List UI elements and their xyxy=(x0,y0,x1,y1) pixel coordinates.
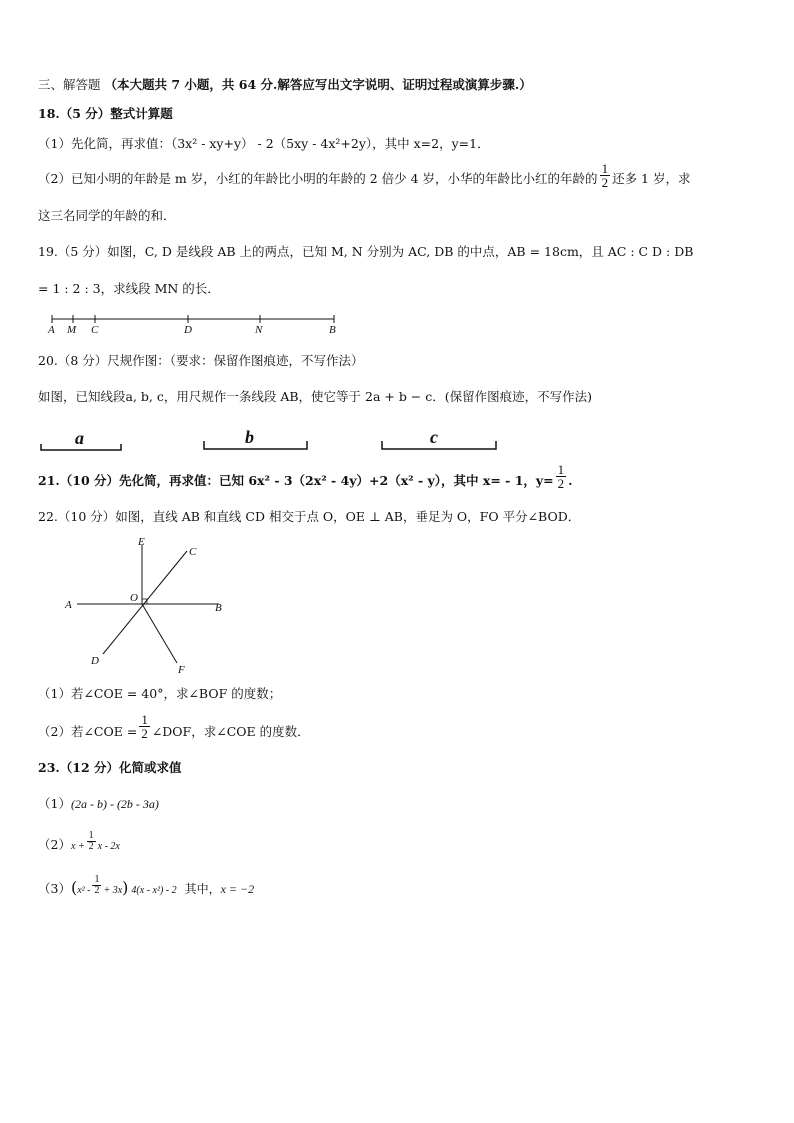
half-fraction: $\frac{1}{2}$ xyxy=(601,161,609,190)
line-CD xyxy=(103,551,187,654)
q22-heading: 22.（10 分）如图，直线 AB 和直线 CD 相交于点 O，OE ⊥ AB，垂足为 O，FO 平分∠BOD． xyxy=(38,509,581,524)
q22-part1: （1）若∠COE = 40°，求∠BOF 的度数； xyxy=(38,686,282,701)
left-big-paren-icon: ( xyxy=(70,878,78,897)
q23-part1-label: （1） xyxy=(38,796,71,811)
q23-part3-b: + 3x xyxy=(103,885,123,896)
point-label-D: D xyxy=(184,324,192,336)
q20-segments-figure xyxy=(38,424,508,454)
q21-body: 21.（10 分）先化简，再求值：已知 6x² - 3（2x² - 4y）+2（x² - y），其中 x= - 1，y= xyxy=(38,473,554,488)
q23-heading: 23.（12 分）化简或求值 xyxy=(38,760,182,775)
label-O: O xyxy=(130,592,138,604)
q23-part3-a: x² - xyxy=(77,885,91,896)
q23-part2-label: （2） xyxy=(38,837,71,852)
segment-a xyxy=(41,428,121,450)
q21-end: . xyxy=(568,473,573,488)
q23-part3-label: （3） xyxy=(38,881,71,896)
section-title: 三、解答题 xyxy=(38,77,101,92)
q23-part2-post: x - 2x xyxy=(97,841,120,852)
point-label-C: C xyxy=(91,324,99,336)
ray-OF xyxy=(142,604,177,663)
q20-body: 如图，已知线段a, b, c，用尺规作一条线段 AB，使它等于 2a + b − c．(保留作图痕迹，不写作法) xyxy=(38,389,593,404)
section-note: （本大题共 7 小题，共 64 分.解答应写出文字说明、证明过程或演算步骤.） xyxy=(104,77,532,92)
label-E: E xyxy=(138,536,145,548)
label-F: F xyxy=(178,664,185,676)
q19-segment-figure xyxy=(40,310,350,336)
point-label-N: N xyxy=(255,324,263,336)
q23-part3-c: 4(x - x²) - 2 xyxy=(131,885,177,896)
q18-part2-line2: 这三名同学的年龄的和． xyxy=(38,208,176,223)
q22-part2-b: ∠DOF，求∠COE 的度数． xyxy=(151,724,310,739)
point-label-B: B xyxy=(329,324,336,336)
q22-figure xyxy=(60,533,240,678)
q18-part2-line1 xyxy=(38,161,691,190)
segment-b-label: b xyxy=(245,427,254,447)
q23-part3 xyxy=(38,874,255,897)
q23-part1-expr: (2a - b) - (2b - 3a) xyxy=(70,797,159,811)
point-label-M: M xyxy=(67,324,77,336)
q19-text-line1: 19.（5 分）如图，C, D 是线段 AB 上的两点，已知 M, N 分别为 AC, DB 的中点，AB = 18cm，且 AC : C D : DB xyxy=(38,244,694,259)
q23-part1 xyxy=(38,798,159,811)
q23-part3-d: 其中， xyxy=(184,882,221,896)
section-header xyxy=(38,79,532,92)
right-big-paren-icon: ) xyxy=(122,878,129,897)
q21-text xyxy=(38,462,573,491)
q19-text-line2: = 1 : 2 : 3，求线段 MN 的长． xyxy=(38,281,220,296)
q23-part2-pre: x + xyxy=(70,841,85,852)
q22-part2-a: （2）若∠COE = xyxy=(38,724,138,739)
q18-heading: 18.（5 分）整式计算题 xyxy=(38,106,173,121)
q23-part2 xyxy=(38,830,120,852)
label-A: A xyxy=(65,599,72,611)
segment-b xyxy=(204,427,307,449)
q22-part2 xyxy=(38,712,310,741)
q23-part3-fraction: $\frac{1}{2}$ xyxy=(94,874,100,896)
q21-fraction: $\frac{1}{2}$ xyxy=(557,462,565,491)
q20-heading: 20.（8 分）尺规作图：（要求：保留作图痕迹，不写作法） xyxy=(38,353,364,368)
q18-part2-text-b: 还多 1 岁，求 xyxy=(612,171,691,186)
label-B: B xyxy=(215,602,222,614)
q18-part2-text-a: （2）已知小明的年龄是 m 岁，小红的年龄比小明的年龄的 2 倍少 4 岁，小华的年龄比小红的年龄的 xyxy=(38,171,598,186)
q18-part1: （1）先化简，再求值：（3x² - xy+y） - 2（5xy - 4x²+2y），其中 x=2，y=1． xyxy=(38,136,490,151)
segment-c xyxy=(382,427,496,449)
q23-part2-fraction: $\frac{1}{2}$ xyxy=(88,830,94,852)
q23-part3-e: x = −2 xyxy=(220,882,255,896)
label-C: C xyxy=(189,546,197,558)
point-label-A: A xyxy=(48,324,55,336)
label-D: D xyxy=(91,655,99,667)
segment-a-label: a xyxy=(75,428,84,448)
segment-c-label: c xyxy=(430,427,438,447)
q22-fraction: $\frac{1}{2}$ xyxy=(141,712,148,741)
